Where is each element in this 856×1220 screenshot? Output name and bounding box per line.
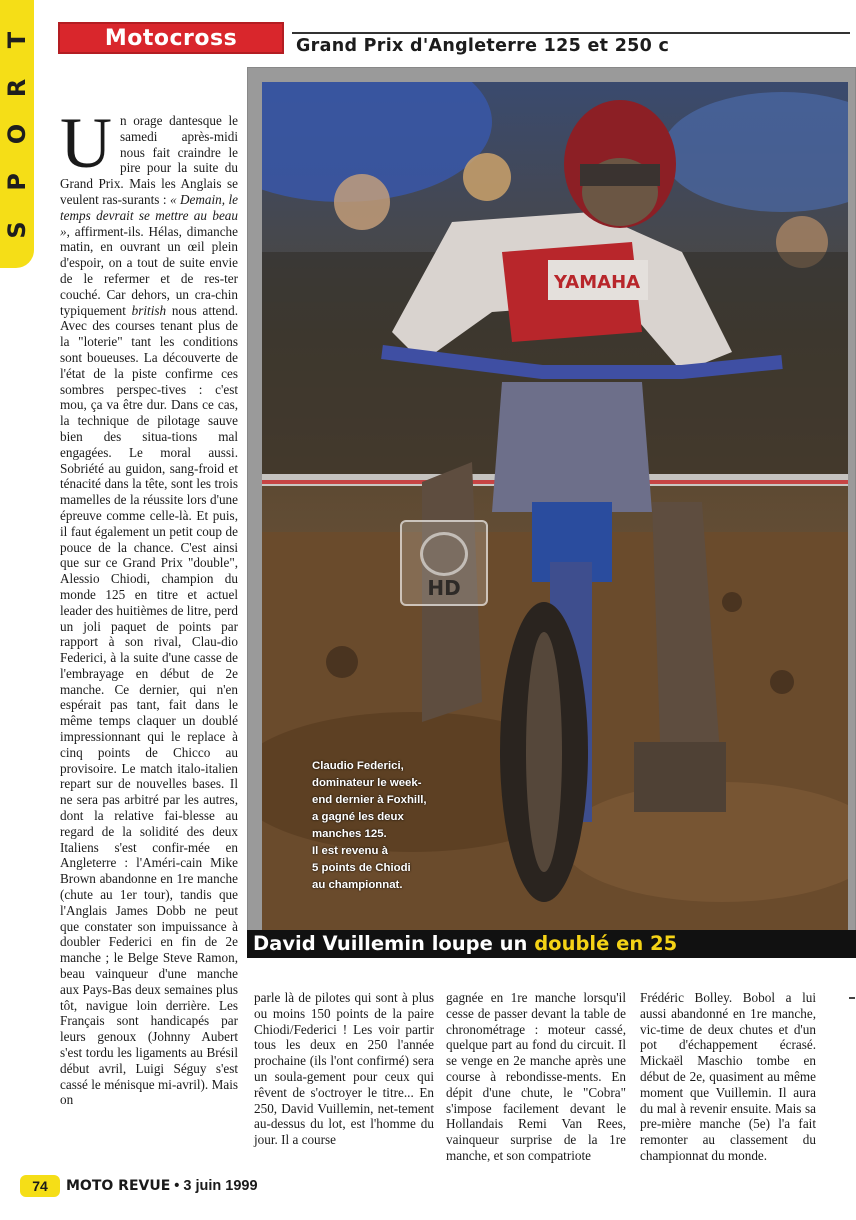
watermark-logo: [400, 520, 488, 606]
photo-caption: [312, 758, 502, 894]
section-tab-letter: P: [3, 173, 31, 191]
caption-line: dominateur le week-: [312, 777, 422, 789]
caption-line: end dernier à Foxhill,: [312, 794, 427, 806]
header-rule: [292, 32, 850, 34]
magazine-name: MOTO REVUE: [66, 1178, 171, 1194]
article-column-3: gagnée en 1re manche lorsqu'il cesse de passer devant la table de chronométrage : moteur cassé, quelque part au fond du circuit. Il se venge en 2e manche après une course à rebondisse-ments. En dépit d'une chute, le "Cobra" s'impose facilement devant le Hollandais Remi Van Rees, vainqueur surprise de la 1re manche, et son compatriote: [446, 990, 626, 1163]
footer-separator: •: [174, 1178, 180, 1194]
issue-date: 3 juin 1999: [183, 1178, 258, 1194]
watermark-text: HD: [427, 576, 461, 600]
article-quote: « Demain, le temps devrait se mettre au beau »: [60, 191, 239, 239]
article-column-1: [60, 103, 239, 1108]
article-column-2: parle là de pilotes qui sont à plus ou moins 150 points de la paire Chiodi/Federici ! Les voir partir tous les deux en 250 l'année prochaine (ils l'ont confirmé) sera un soula-gement pour ceux qui rêvent de s'octroyer le titre... En 250, David Vuillemin, net-tement au-dessus du lot, est l'homme du jour. Il a course: [254, 990, 434, 1148]
section-tab-letter: O: [3, 123, 31, 145]
sub-headline-part1: David Vuillemin loupe un: [253, 932, 535, 955]
page-number: 74: [20, 1175, 60, 1197]
sub-headline: [247, 930, 856, 958]
article-text: nous attend. Avec des courses tenant plus de la "loterie" tant les conditions sont boueuses. La découverte de l'état de la piste confirme ces sombres perspec-tives : c'est mou, ça va être dur. Dans ce cas, la technique de pilotage sauve bien des situa-tions mal engagées. Le moral aussi. Sobriété au guidon, sang-froid et ténacité dans la tête, sont les trois mamelles de la réussite lors d'une épreuve comme celle-là. Et puis, il faut également un petit coup de pouce de la chance. C'est ainsi que sur ce Grand Prix "double", Alessio Chiodi, champion du monde 125 en titre et actuel leader des huitièmes de litre, perd un joli paquet de points par rapport à son rival, Clau-dio Federici, à la suite d'une casse de l'embrayage en début de 2e manche. Ce dernier, qui n'en espérait pas tant, fait dans le même temps claquer un doublé impressionnant qui le replace à cinq points de Chicco au provisoire. Le match italo-italien repart sur de nouvelles bases. Il ne sera pas arbitré par les autres, dont la relative fai-blesse au regard de la solidité des deux Italiens s'est confir-mée en Angleterre : l'Améri-cain Mike Brown abandonne en 1re manche (chute au 1er tour), tandis que l'Anglais James Dobb ne peut que constater son impuissance à doubler Federici en fin de 2e manche ; le Belge Steve Ramon, beau vainqueur d'une manche aux Pays-Bas deux semaines plus tôt, navigue loin derrière. Les Français sont handicapés par leurs genoux (Johnny Aubert s'est tordu les ligaments au Brésil début avril, Luigi Séguy s'est cassé le ménisque mi-avril). Mais on: [60, 302, 238, 1108]
article-text: , affirment-ils. Hélas, dimanche matin, en ouvrant un œil plein d'espoir, on a tout de suite envie de le refermer et de res-ter couché. Car dehors, un cra-chin typiquement: [60, 223, 238, 318]
svg-text:YAMAHA: YAMAHA: [554, 272, 641, 293]
caption-line: manches 125.: [312, 828, 387, 840]
article-column-4: Frédéric Bolley. Bobol a lui aussi abandonné en 1re manche, vic-time de deux chutes et d'un pot d'échappement écrasé. Mickaël Maschio tombe en début de 2e, quasiment au même moment que Vuillemin. Il aura du mal à revenir ensuite. Mais sa pre-mière manche (5e) l'a fait remonter au classement du championnat du monde.: [640, 990, 816, 1163]
caption-line: au championnat.: [312, 879, 403, 891]
article-italic: british: [131, 302, 167, 318]
margin-mark: [849, 997, 855, 999]
article-text: n orage dantesque le samedi après-midi nous fait craindre le pire pour la suite du Grand Prix. Mais les Anglais se veulent ras-surants :: [60, 113, 238, 207]
drop-cap: U: [60, 103, 112, 183]
section-tab-letter: T: [3, 31, 31, 49]
caption-line: a gagné les deux: [312, 811, 404, 823]
caption-line: 5 points de Chiodi: [312, 862, 411, 874]
footer-folio: [66, 1178, 258, 1194]
caption-line: Il est revenu à: [312, 845, 388, 857]
sub-headline-highlight: doublé en 25: [534, 932, 678, 955]
caption-line: Claudio Federici,: [312, 760, 404, 772]
section-tab-letter: S: [3, 221, 31, 239]
rubric-label: [58, 22, 284, 54]
section-tab-letter: R: [3, 78, 31, 98]
section-tab-sport: [0, 0, 34, 268]
page-headline: Grand Prix d'Angleterre 125 et 250 c: [296, 36, 670, 56]
rubric-text: Motocross: [104, 25, 238, 51]
watermark-ring-icon: [420, 532, 468, 576]
